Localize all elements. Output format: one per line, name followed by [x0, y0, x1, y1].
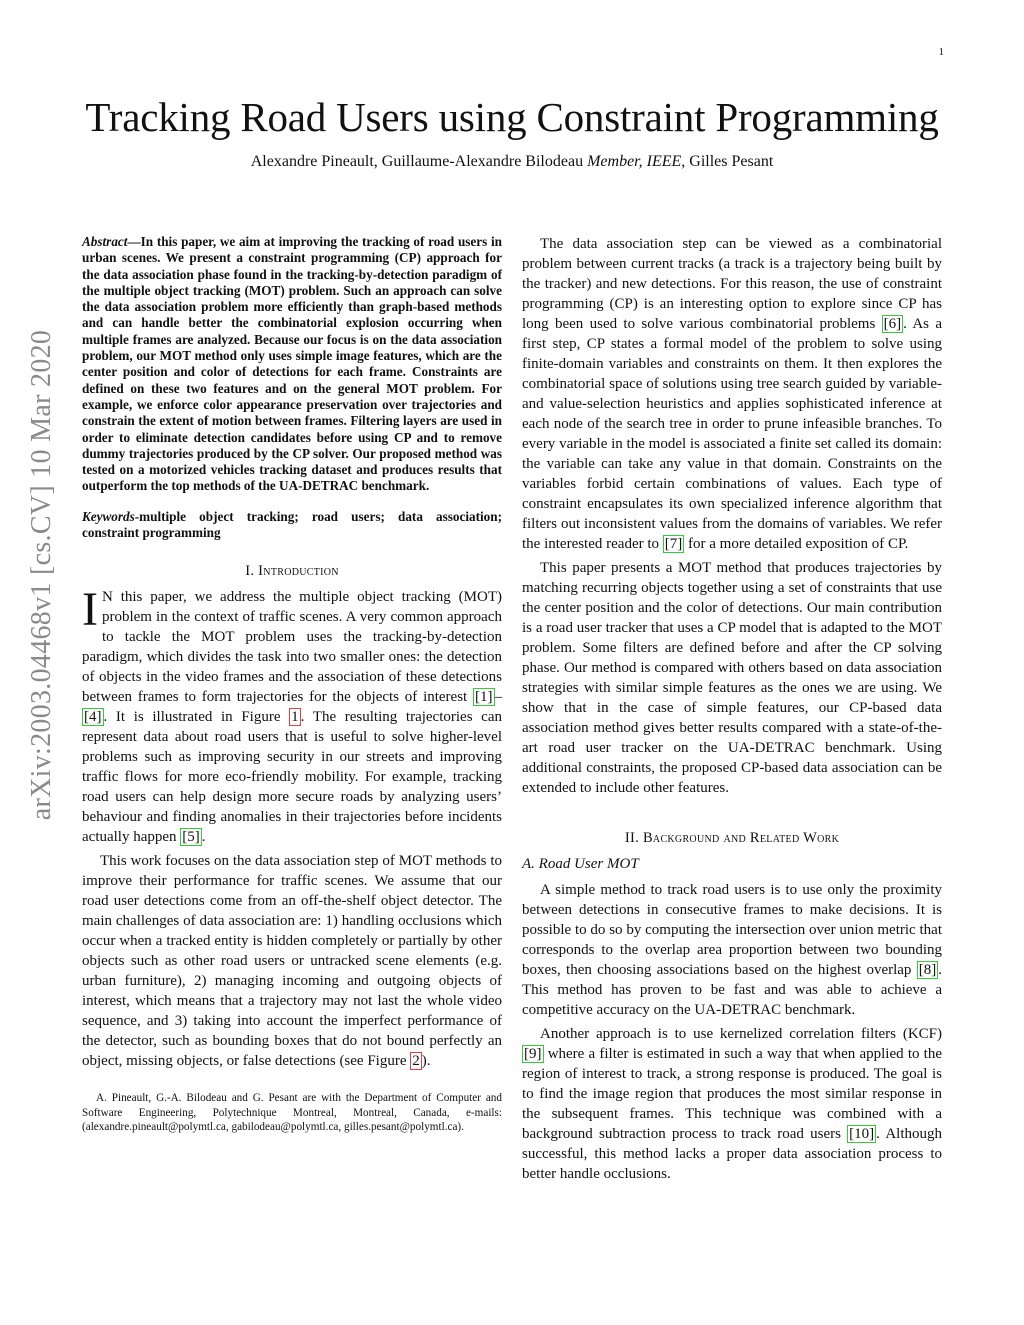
keywords-label: Keywords: [82, 508, 135, 524]
citation-link[interactable]: [9]: [524, 1046, 542, 1062]
intro-text: N this paper, we address the multiple object tracking (MOT) problem in the context of traffic scenes. A very common approach to tackle the MOT problem uses the tracking-by-detection paradigm, which divides the task into two smaller ones: the detection of objects in the video frames and the association of these detections between frames to form trajectories for the objects of interest: [82, 589, 502, 706]
citation-link[interactable]: [6]: [883, 316, 902, 332]
intro-text: ).: [421, 1053, 431, 1070]
arxiv-stamp: arXiv:2003.04468v1 [cs.CV] 10 Mar 2020: [26, 329, 57, 821]
author-line: [0, 151, 1024, 173]
abstract-label: Abstract: [82, 234, 128, 249]
intro-paragraph-2: [82, 851, 502, 1071]
body-text: . Although successful, this method lacks a proper data association process to better handle occlusions.: [522, 1126, 942, 1182]
intro-text: . It is illustrated in Figure: [103, 709, 290, 726]
figure-reference-link[interactable]: 2: [412, 1053, 420, 1070]
body-text: The data association step can be viewed as a combinatorial problem between current tracks (a track is a trajectory being built by the tracker) and new detections. For this reason, the use of constraint programming (CP) is an interesting option to explore since CP has long been used to solve various combinatorial problems: [522, 236, 942, 332]
keywords-text: -multiple object tracking; road users; data association; constraint programming: [82, 508, 502, 541]
citation-link[interactable]: [10]: [849, 1126, 875, 1142]
author-footnote: A. Pineault, G.-A. Bilodeau and G. Pesant are with the Department of Computer and Software Engineering, Polytechnique Montreal, Montreal, Canada, e-mails: (alexandre.pineault@polymtl.ca, gabilodeau@polymtl.ca, gilles.pesant@polymtl.ca).: [82, 1092, 502, 1134]
citation-range-dash: –: [494, 689, 502, 706]
intro-paragraph-4: This paper presents a MOT method that produces trajectories by matching recurring objects together using a set of constraints that use the center position and the color of detections. Our main contribution is a road user tracker that uses a CP model that is adapted to the MOT problem. Some filters are defined before and after the CP solving phase. Our method is compared with others based on data association strategies with similar simple features as the ones we are using. We show that in the case of simple features, our CP-based data association method gives better results compared with a state-of-the-art road user tracker on the UA-DETRAC benchmark. Using additional constraints, the proposed CP-based data association can be extended to include other features.: [522, 560, 942, 796]
background-paragraph-1: [522, 880, 942, 1020]
body-text: A simple method to track road users is to use only the proximity between detections in consecutive frames to make decisions. It is possible to do so by computing the intersection over union metric that corresponds to the overlap area proportion between two bounding boxes, then choosing associations based on the highest overlap: [522, 882, 942, 978]
section-heading-background: II. Background and Related Work: [624, 830, 840, 846]
intro-paragraph-1: [82, 583, 502, 847]
citation-link[interactable]: [1]: [475, 689, 493, 706]
citation-link[interactable]: [4]: [84, 709, 102, 726]
body-text: . As a first step, CP states a formal model of the problem to solve using finite-domain variables and constraints on them. It then explores the combinatorial space of solutions using tree search guided by variable- and value-selection heuristics and applies sophisticated inference at each node of the search tree in order to prune infeasible branches. To every variable in the model is associated a finite set called its domain: the variable can take any value in that domain. Constraints on the variables forbid certain combinations of values. Each type of constraint encapsulates its own specialized inference algorithm that filters out inconsistent values from the domains of variables. We refer the interested reader to: [522, 316, 942, 552]
intro-paragraph-3: [522, 234, 942, 554]
abstract: [82, 234, 502, 495]
citation-link[interactable]: [8]: [918, 962, 937, 978]
page-number: 1: [938, 46, 944, 58]
right-column: [522, 234, 942, 1184]
background-paragraph-2: [522, 1024, 942, 1184]
author-names: Alexandre Pineault, Guillaume-Alexandre Bilodeau: [250, 153, 588, 170]
figure-reference-link[interactable]: 1: [291, 709, 299, 726]
drop-cap: I: [82, 583, 98, 637]
intro-text: .: [201, 829, 206, 846]
intro-text: This work focuses on the data association step of MOT methods to improve their performance for traffic scenes. We assume that our road user detections come from an off-the-shelf object detector. The main challenges of data association are: 1) handling occlusions which occur when a tracked entity is hidden completely or partially by other objects such as other road users or untracked scene elements (e.g. urban furniture), 2) managing incoming and outgoing objects of interest, which means that a trajectory may not last the whole video sequence, and 3) taking into account the imperfect performance of the detector, such as bounding boxes that do not bound perfectly an object, missing objects, or false detections (see Figure: [82, 853, 502, 1070]
citation-link[interactable]: [7]: [664, 536, 683, 552]
abstract-text: —In this paper, we aim at improving the tracking of road users in urban scenes. We present a constraint programming (CP) approach for the data association phase found in the tracking-by-detection paradigm of the multiple object tracking (MOT) problem. Such an approach can solve the data association problem more efficiently than graph-based methods and can handle better the combinatorial explosion occurring when multiple frames are analyzed. Because our focus is on the data association problem, our MOT method only uses simple image features, which are the center position and color of detections for each frame. Constraints are defined on these two features and on the general MOT problem. For example, we enforce color appearance preservation over trajectories and constrain the extent of motion between frames. Filtering layers are used in order to eliminate detection candidates before using CP and to remove dummy trajectories produced by the CP solver. Our proposed method was tested on a motorized vehicles tracking dataset and produces results that outperform the top methods of the UA-DETRAC benchmark.: [82, 234, 502, 494]
section-heading-introduction: I. Introduction: [245, 563, 339, 580]
paper-title: Tracking Road Users using Constraint Programming: [85, 94, 939, 140]
citation-link[interactable]: [5]: [182, 829, 200, 846]
keywords: [82, 509, 502, 542]
body-text: . This method has proven to be fast and was able to achieve a competitive accuracy on the UA-DETRAC benchmark.: [522, 962, 942, 1018]
left-column: [82, 234, 502, 1146]
intro-text: . The resulting trajectories can represent data about road users that is useful to solve higher-level problems such as improving security in our streets and improving traffic flows for more eco-friendly mobility. For example, tracking road users can help design more secure roads by analyzing users’ behaviour and finding anomalies in their trajectories before incidents actually happen: [82, 709, 502, 846]
subsection-heading-road-user-mot: A. Road User MOT: [522, 856, 639, 872]
author-membership: Member, IEEE: [587, 153, 682, 170]
body-text: for a more detailed exposition of CP.: [684, 536, 909, 552]
author-names-last: , Gilles Pesant: [681, 153, 774, 170]
body-text: Another approach is to use kernelized correlation filters (KCF): [540, 1026, 942, 1042]
body-text: where a filter is estimated in such a way that when applied to the region of interest to track, a strong response is produced. The goal is to find the image region that produces the most similar response in the subsequent frames. This technique was combined with a background subtraction process to track road users: [522, 1046, 942, 1142]
